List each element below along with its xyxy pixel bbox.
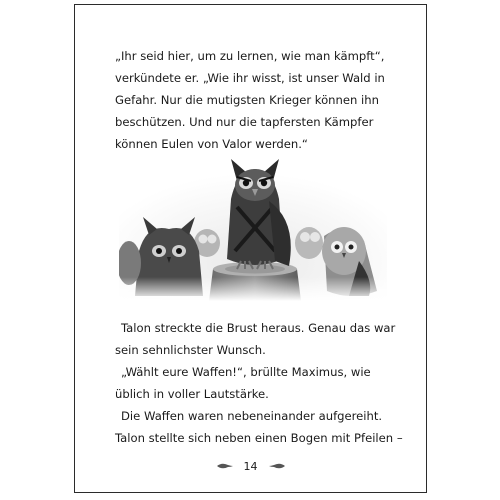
text-line: beschützen. Und nur die tapfersten Kämpfer bbox=[115, 115, 374, 129]
text-line: Talon stellte sich neben einen Bogen mit Pfeilen – bbox=[115, 431, 403, 445]
paragraph-speech bbox=[115, 45, 415, 155]
book-page bbox=[74, 4, 427, 493]
paragraph-narrative bbox=[115, 317, 415, 449]
text-line: verkündete er. „Wie ihr wisst, ist unser Wald in bbox=[115, 71, 385, 85]
text-line: „Wählt eure Waffen!“, brüllte Maximus, wie bbox=[121, 365, 371, 379]
leaf-ornament-left-icon bbox=[216, 462, 234, 470]
text-line: Talon streckte die Brust heraus. Genau das war bbox=[121, 321, 396, 335]
owl-scene-icon bbox=[119, 151, 387, 301]
leaf-ornament-right-icon bbox=[268, 462, 286, 470]
text-line: können Eulen von Valor werden.“ bbox=[115, 137, 308, 151]
text-line: üblich in voller Lautstärke. bbox=[115, 387, 269, 401]
page-number: 14 bbox=[243, 459, 258, 473]
owls-on-stump-illustration bbox=[119, 151, 387, 301]
text-line: Die Waffen waren nebeneinander aufgereiht. bbox=[121, 409, 383, 423]
text-line: sein sehnlichster Wunsch. bbox=[115, 343, 266, 357]
page-footer bbox=[75, 457, 426, 475]
text-line: Gefahr. Nur die mutigsten Krieger können ihn bbox=[115, 93, 379, 107]
text-line: „Ihr seid hier, um zu lernen, wie man kämpft“, bbox=[115, 49, 385, 63]
